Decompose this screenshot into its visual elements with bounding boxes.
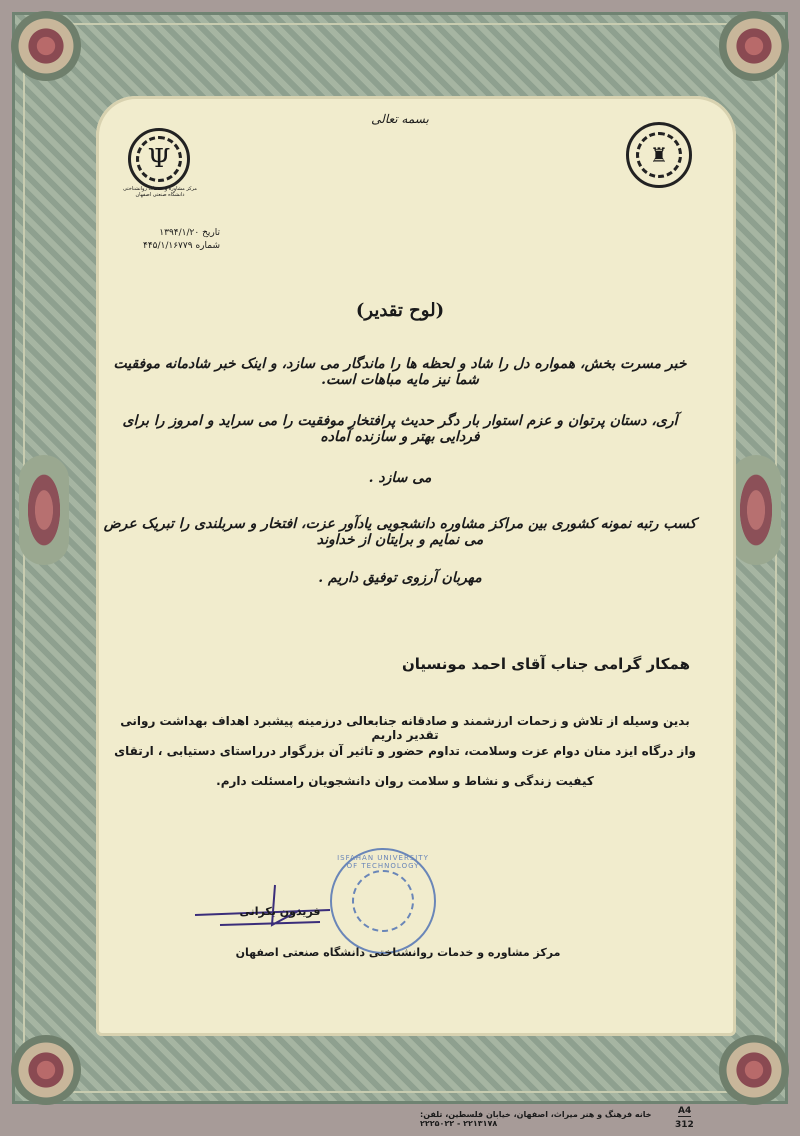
body-line: واز درگاه ایزد منان دوام عزت وسلامت، تداوم حضور و تاثیر آن بزرگوار درراستای دستیابی ، ارتقای — [114, 744, 696, 758]
signatory-org: مرکز مشاوره و خدمات روانشناختی دانشگاه صنعتی اصفهان — [235, 946, 561, 959]
number-value: ۴۴۵/۱/۱۶۷۷۹ — [142, 241, 193, 251]
invocation: بسمه تعالی — [371, 112, 429, 126]
poem-line: مهربان آرزوی توفیق داریم . — [318, 570, 482, 586]
number-row — [140, 241, 220, 251]
left-logo-caption: مرکز مشاوره و خدمات روانشناختی دانشگاه صنعتی اصفهان — [123, 186, 197, 198]
body-line: بدین وسیله از تلاش و زحمات ارزشمند و صادقانه جنابعالی درزمینه پیشبرد اهداف بهداشت روانی تقدیر داریم — [120, 714, 690, 742]
side-ornament — [731, 455, 781, 565]
poem-line: خبر مسرت بخش، همواره دل را شاد و لحظه ها را ماندگار می سازد، و اینک خبر شادمانه موفقیت شما نیز مایه مباهات است. — [113, 356, 687, 388]
stamp-emblem-icon — [352, 870, 414, 932]
date-value: ۱۳۹۴/۱/۲۰ — [159, 228, 200, 238]
corner-ornament — [11, 1035, 81, 1105]
corner-ornament — [11, 11, 81, 81]
university-emblem-icon: ♜ — [636, 132, 682, 178]
recipient: همکار گرامی جناب آقای احمد مونسیان — [401, 655, 690, 673]
date-row — [140, 228, 220, 238]
poem-line: آری، دستان پرتوان و عزم استوار بار دگر حدیث پرافتخار موفقیت را می سراید و امروز را برای فردایی بهتر و سازنده آماده — [122, 413, 678, 445]
printer-info: خانه فرهنگ و هنر میراث، اصفهان، خیابان فلسطین، تلفن: ۲۲۱۳۱۷۸ - ۲۲۲۵۰۲۲ — [420, 1110, 652, 1128]
psi-icon: Ψ — [136, 136, 182, 182]
number-label: شماره — [195, 241, 220, 251]
university-stamp — [330, 848, 436, 954]
poem-line: می سازد . — [368, 470, 432, 486]
paper-size: A4 — [678, 1106, 692, 1116]
corner-ornament — [719, 1035, 789, 1105]
body-line: کیفیت زندگی و نشاط و سلامت روان دانشجویان رامسئلت دارم. — [216, 774, 594, 788]
certificate-title: (لوح تقدیر) — [355, 300, 445, 321]
corner-ornament — [719, 11, 789, 81]
counseling-center-logo — [128, 128, 190, 190]
poem-line: کسب رتبه نمونه کشوری بین مراکز مشاوره دانشجویی یادآور عزت، افتخار و سربلندی را تبریک عرض می نمایم و برایتان از خداوند — [103, 516, 697, 548]
stamp-text: ISFAHAN UNIVERSITY OF TECHNOLOGY — [337, 854, 429, 870]
date-label: تاریخ — [202, 228, 220, 238]
university-logo — [626, 122, 692, 188]
side-ornament — [19, 455, 69, 565]
signatory-name: فریدون بکرانی — [239, 905, 321, 918]
paper-code: 312 — [675, 1120, 694, 1130]
